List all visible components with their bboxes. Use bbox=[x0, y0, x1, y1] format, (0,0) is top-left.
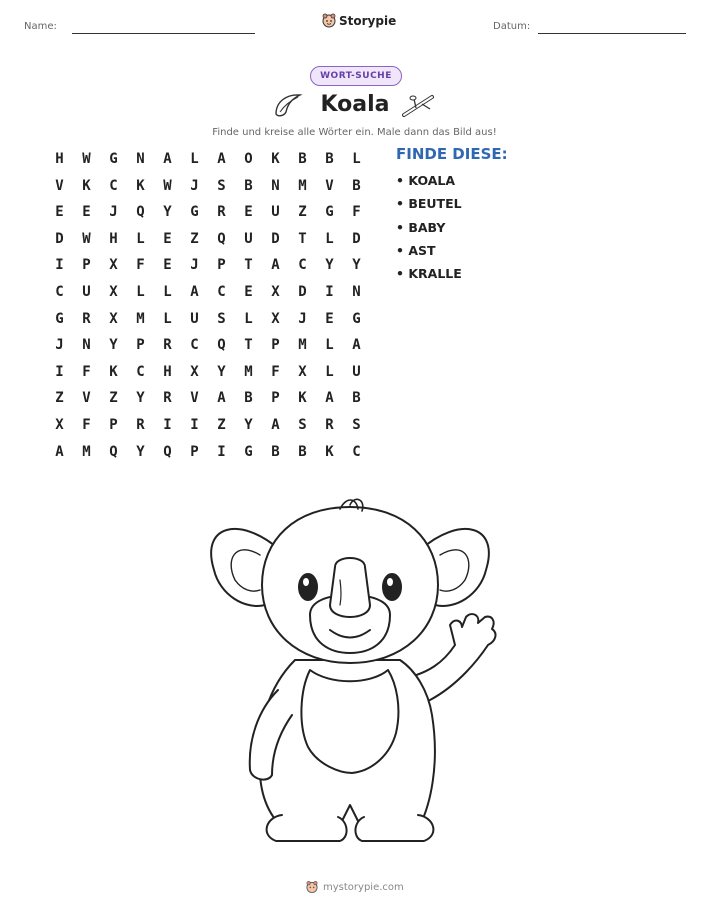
grid-letter[interactable]: Y bbox=[136, 390, 145, 407]
grid-letter[interactable]: V bbox=[190, 390, 199, 407]
grid-letter[interactable]: F bbox=[82, 363, 91, 380]
grid-letter[interactable]: L bbox=[163, 283, 172, 300]
grid-letter[interactable]: X bbox=[271, 310, 280, 327]
word-list bbox=[396, 172, 462, 288]
instructions: Finde und kreise alle Wörter ein. Male dann das Bild aus! bbox=[212, 127, 497, 138]
grid-letter[interactable]: W bbox=[82, 151, 91, 167]
koala-coloring-picture[interactable] bbox=[200, 485, 500, 859]
grid-letter[interactable]: D bbox=[55, 230, 64, 247]
grid-letter[interactable]: C bbox=[217, 283, 226, 300]
date-line[interactable] bbox=[538, 33, 686, 34]
word-item: • AST bbox=[396, 242, 436, 258]
grid-letter[interactable]: L bbox=[325, 337, 334, 354]
grid-letter[interactable]: L bbox=[352, 151, 361, 167]
grid-letter[interactable]: F bbox=[82, 416, 91, 433]
grid-letter[interactable]: U bbox=[190, 310, 199, 327]
footer-url[interactable]: mystorypie.com bbox=[323, 881, 404, 893]
grid-letter[interactable]: M bbox=[82, 443, 91, 460]
grid-letter[interactable]: E bbox=[163, 257, 172, 274]
grid-letter[interactable]: V bbox=[325, 177, 334, 194]
word-item: • BABY bbox=[396, 219, 446, 235]
grid-letter[interactable]: B bbox=[244, 390, 253, 407]
grid-letter[interactable]: J bbox=[298, 310, 307, 327]
brand-logo bbox=[322, 13, 396, 28]
grid-letter[interactable]: U bbox=[352, 363, 361, 380]
grid-letter[interactable]: K bbox=[82, 177, 91, 194]
grid-letter[interactable]: R bbox=[217, 204, 226, 221]
footer bbox=[306, 880, 404, 894]
grid-letter[interactable]: E bbox=[163, 230, 172, 247]
grid-letter[interactable]: I bbox=[55, 257, 64, 274]
grid-letter[interactable]: J bbox=[190, 257, 199, 274]
grid-letter[interactable]: B bbox=[352, 177, 361, 194]
grid-letter[interactable]: X bbox=[109, 283, 118, 300]
grid-letter[interactable]: B bbox=[325, 151, 334, 167]
grid-letter[interactable]: Z bbox=[298, 204, 307, 221]
grid-letter[interactable]: P bbox=[136, 337, 145, 354]
storypie-mascot-icon bbox=[306, 880, 318, 894]
grid-letter[interactable]: J bbox=[109, 204, 118, 221]
grid-letter[interactable]: P bbox=[190, 443, 199, 460]
grid-letter[interactable]: P bbox=[217, 257, 226, 274]
grid-letter[interactable]: X bbox=[190, 363, 199, 380]
grid-letter[interactable]: Y bbox=[352, 257, 361, 274]
grid-letter[interactable]: V bbox=[55, 177, 64, 194]
grid-letter[interactable]: A bbox=[163, 151, 172, 167]
grid-letter[interactable]: Y bbox=[109, 337, 118, 354]
grid-letter[interactable]: A bbox=[271, 416, 280, 433]
grid-letter[interactable]: D bbox=[298, 283, 307, 300]
branch-icon bbox=[402, 93, 436, 119]
grid-letter[interactable]: K bbox=[325, 443, 334, 460]
word-item: • BEUTEL bbox=[396, 196, 462, 212]
grid-letter[interactable]: A bbox=[325, 390, 334, 407]
grid-letter[interactable]: K bbox=[271, 151, 280, 167]
grid-letter[interactable]: U bbox=[271, 204, 280, 221]
letter-grid[interactable] bbox=[46, 146, 370, 465]
grid-letter[interactable]: N bbox=[82, 337, 91, 354]
grid-letter[interactable]: P bbox=[271, 337, 280, 354]
grid-letter[interactable]: G bbox=[352, 310, 361, 327]
grid-letter[interactable]: E bbox=[55, 204, 64, 221]
grid-letter[interactable]: Y bbox=[163, 204, 172, 221]
grid-letter[interactable]: C bbox=[136, 363, 145, 380]
grid-letter[interactable]: G bbox=[109, 151, 118, 167]
grid-letter[interactable]: U bbox=[82, 283, 91, 300]
grid-letter[interactable]: L bbox=[136, 230, 145, 247]
grid-letter[interactable]: I bbox=[217, 443, 226, 460]
grid-letter[interactable]: A bbox=[352, 337, 361, 354]
grid-letter[interactable]: R bbox=[325, 416, 334, 433]
grid-letter[interactable]: A bbox=[217, 151, 226, 167]
grid-letter[interactable]: D bbox=[271, 230, 280, 247]
date-label: Datum: bbox=[493, 21, 531, 32]
grid-letter[interactable]: S bbox=[217, 177, 226, 194]
grid-letter[interactable]: S bbox=[352, 416, 361, 433]
grid-letter[interactable]: C bbox=[55, 283, 64, 300]
grid-letter[interactable]: M bbox=[298, 177, 307, 194]
grid-letter[interactable]: T bbox=[244, 257, 253, 274]
grid-letter[interactable]: L bbox=[325, 363, 334, 380]
grid-letter[interactable]: B bbox=[298, 443, 307, 460]
grid-letter[interactable]: E bbox=[244, 283, 253, 300]
grid-letter[interactable]: F bbox=[136, 257, 145, 274]
grid-letter[interactable]: L bbox=[244, 310, 253, 327]
grid-letter[interactable]: J bbox=[55, 337, 64, 354]
grid-letter[interactable]: S bbox=[217, 310, 226, 327]
grid-letter[interactable]: P bbox=[82, 257, 91, 274]
grid-letter[interactable]: A bbox=[190, 283, 199, 300]
grid-letter[interactable]: N bbox=[271, 177, 280, 194]
grid-letter[interactable]: I bbox=[163, 416, 172, 433]
grid-letter[interactable]: A bbox=[217, 390, 226, 407]
grid-letter[interactable]: Y bbox=[217, 363, 226, 380]
grid-letter[interactable]: M bbox=[136, 310, 145, 327]
grid-letter[interactable]: C bbox=[298, 257, 307, 274]
grid-letter[interactable]: T bbox=[298, 230, 307, 247]
word-item: • KOALA bbox=[396, 173, 456, 188]
grid-letter[interactable]: O bbox=[244, 151, 253, 167]
name-line[interactable] bbox=[72, 33, 255, 34]
grid-letter[interactable]: L bbox=[190, 151, 199, 167]
grid-letter[interactable]: Q bbox=[217, 230, 226, 247]
grid-letter[interactable]: Z bbox=[190, 230, 199, 247]
grid-letter[interactable]: Y bbox=[136, 443, 145, 460]
word-search-badge: WORT-SUCHE bbox=[310, 66, 402, 86]
grid-letter[interactable]: Q bbox=[217, 337, 226, 354]
grid-letter[interactable]: Y bbox=[325, 257, 334, 274]
word-item: • KRALLE bbox=[396, 266, 462, 282]
grid-letter[interactable]: U bbox=[244, 230, 253, 247]
grid-letter[interactable]: B bbox=[244, 177, 253, 194]
grid-letter[interactable]: K bbox=[109, 363, 118, 380]
grid-letter[interactable]: R bbox=[163, 337, 172, 354]
grid-letter[interactable]: X bbox=[271, 283, 280, 300]
grid-letter[interactable]: I bbox=[325, 283, 334, 300]
grid-letter[interactable]: B bbox=[271, 443, 280, 460]
grid-letter[interactable]: H bbox=[163, 363, 172, 380]
grid-letter[interactable]: G bbox=[55, 310, 64, 327]
grid-letter[interactable]: F bbox=[352, 204, 361, 221]
grid-letter[interactable]: G bbox=[244, 443, 253, 460]
grid-letter[interactable]: E bbox=[244, 204, 253, 221]
grid-letter[interactable]: L bbox=[163, 310, 172, 327]
grid-letter[interactable]: W bbox=[82, 230, 91, 247]
grid-letter[interactable]: Z bbox=[109, 390, 118, 407]
grid-letter[interactable]: J bbox=[190, 177, 199, 194]
grid-letter[interactable]: R bbox=[136, 416, 145, 433]
page-title: Koala bbox=[320, 92, 390, 117]
grid-letter[interactable]: L bbox=[136, 283, 145, 300]
grid-letter[interactable]: W bbox=[163, 177, 172, 194]
grid-letter[interactable]: Z bbox=[55, 390, 64, 407]
grid-letter[interactable]: K bbox=[136, 177, 145, 194]
grid-letter[interactable]: C bbox=[109, 177, 118, 194]
grid-letter[interactable]: D bbox=[352, 230, 361, 247]
grid-letter[interactable]: Z bbox=[217, 416, 226, 433]
grid-letter[interactable]: H bbox=[109, 230, 118, 247]
grid-letter[interactable]: X bbox=[298, 363, 307, 380]
name-label: Name: bbox=[24, 21, 57, 32]
grid-letter[interactable]: Q bbox=[163, 443, 172, 460]
grid-letter[interactable]: X bbox=[55, 416, 64, 433]
grid-letter[interactable]: I bbox=[190, 416, 199, 433]
grid-letter[interactable]: M bbox=[298, 337, 307, 354]
grid-letter[interactable]: C bbox=[190, 337, 199, 354]
grid-letter[interactable]: Q bbox=[136, 204, 145, 221]
grid-letter[interactable]: M bbox=[244, 363, 253, 380]
grid-letter[interactable]: A bbox=[271, 257, 280, 274]
grid-letter[interactable]: L bbox=[325, 230, 334, 247]
grid-letter[interactable]: C bbox=[352, 443, 361, 460]
grid-letter[interactable]: F bbox=[271, 363, 280, 380]
grid-letter[interactable]: H bbox=[55, 151, 64, 167]
grid-letter[interactable]: E bbox=[325, 310, 334, 327]
grid-letter[interactable]: N bbox=[352, 283, 361, 300]
storypie-mascot-icon bbox=[322, 13, 336, 28]
grid-letter[interactable]: S bbox=[298, 416, 307, 433]
grid-letter[interactable]: P bbox=[109, 416, 118, 433]
grid-letter[interactable]: R bbox=[82, 310, 91, 327]
grid-letter[interactable]: Y bbox=[244, 416, 253, 433]
grid-letter[interactable]: G bbox=[190, 204, 199, 221]
grid-letter[interactable]: R bbox=[163, 390, 172, 407]
grid-letter[interactable]: P bbox=[271, 390, 280, 407]
grid-letter[interactable]: I bbox=[55, 363, 64, 380]
grid-letter[interactable]: Q bbox=[109, 443, 118, 460]
grid-letter[interactable]: X bbox=[109, 257, 118, 274]
grid-letter[interactable]: E bbox=[82, 204, 91, 221]
grid-letter[interactable]: X bbox=[109, 310, 118, 327]
brand-name: Storypie bbox=[339, 13, 397, 28]
grid-letter[interactable]: G bbox=[325, 204, 334, 221]
grid-letter[interactable]: K bbox=[298, 390, 307, 407]
word-list-title: FINDE DIESE: bbox=[396, 145, 508, 163]
grid-letter[interactable]: A bbox=[55, 443, 64, 460]
grid-letter[interactable]: B bbox=[352, 390, 361, 407]
grid-letter[interactable]: B bbox=[298, 151, 307, 167]
grid-letter[interactable]: T bbox=[244, 337, 253, 354]
grid-letter[interactable]: N bbox=[136, 151, 145, 167]
grid-letter[interactable]: V bbox=[82, 390, 91, 407]
